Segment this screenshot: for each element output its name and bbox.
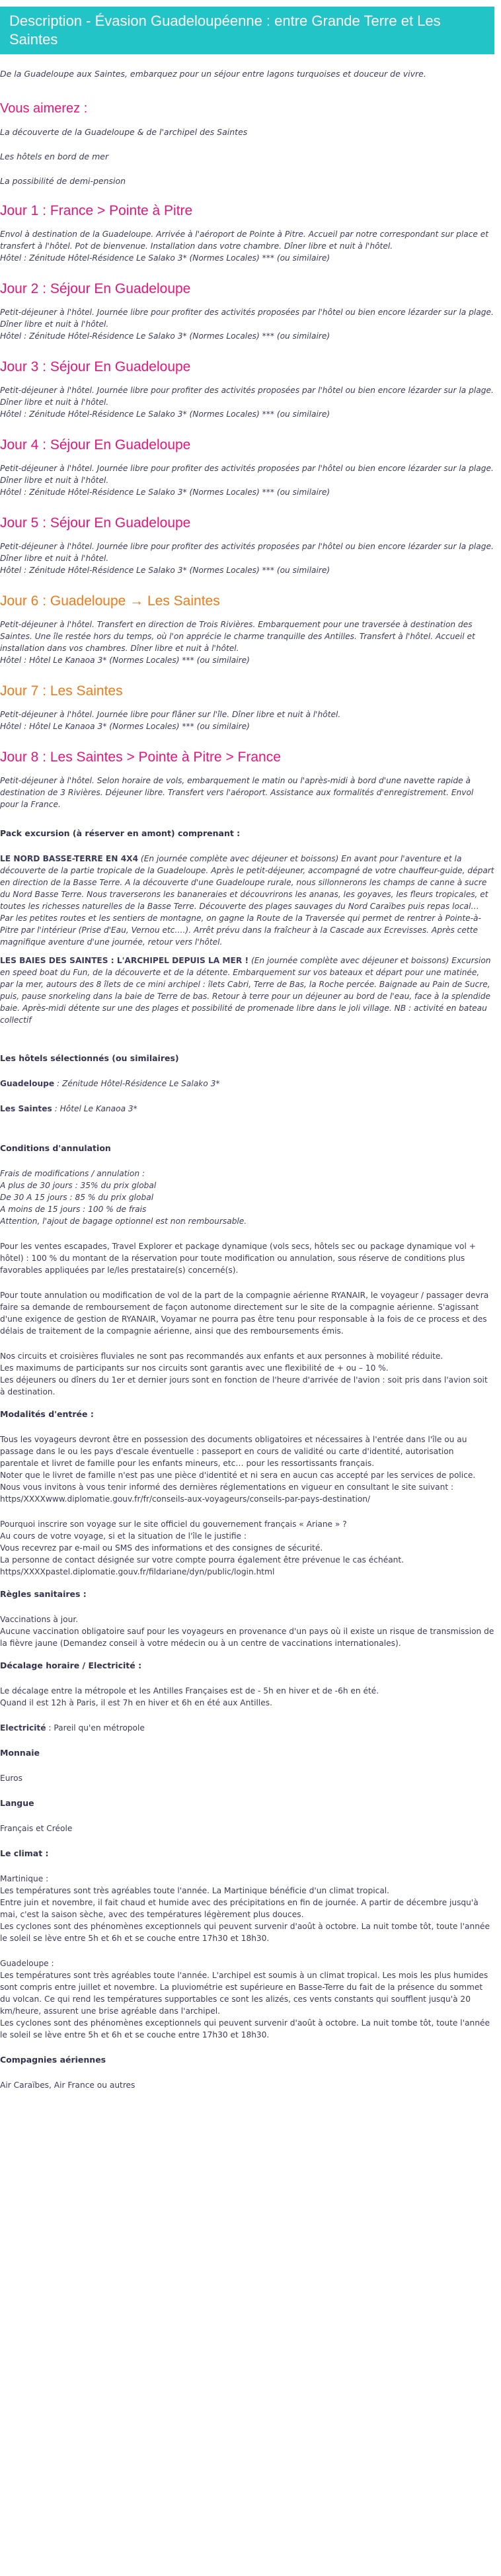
hotel-item: Les Saintes : Hôtel Le Kanaoa 3* xyxy=(0,1104,137,1113)
cancel-notes: Nos circuits et croisières fluviales ne sont pas recommandés aux enfants et aux personnes à mobilité réduite. Les maximums de participants sur nos circuits sont garantis avec une flexibilité de + ou – 10 %. Les déjeuners ou dîners du 1er et dernier jours sont en fonction de l'heure d'arrivée de l'avion : soit pris dans l'avion soit à destination. xyxy=(0,1352,488,1396)
health-text: Vaccinations à jour. Aucune vaccination obligatoire sauf pour les voyageurs en provenance d'un pays où il existe un risque de transmission de la fièvre jaune (Demandez conseil à votre médecin ou à un centre de vaccinations internationales). xyxy=(0,1615,494,1648)
day-7-text: Petit-déjeuner à l'hôtel. Journée libre pour flâner sur l'île. Dîner libre et nuit à l'hôtel. Hôtel : Hôtel Le Kanaoa 3* (Normes Locales) *** (ou similaire) xyxy=(0,710,341,731)
hotel-item: Guadeloupe : Zénitude Hôtel-Résidence Le Salako 3* xyxy=(0,1079,220,1088)
day-2-text: Petit-déjeuner à l'hôtel. Journée libre pour profiter des activités proposées par l'hôtel ou bien encore lézarder sur la plage. Dîner libre et nuit à l'hôtel. Hôtel : Zénitude Hôtel-Résidence Le Salako 3* (Normes Locales) *** (ou similaire) xyxy=(0,308,494,341)
formalities-section xyxy=(0,1408,494,1578)
like-item: La possibilité de demi-pension xyxy=(0,176,126,186)
ariane-text: Pourquoi inscrire son voyage sur le site officiel du gouvernement français « Ariane » ? Au cours de votre voyage, si et la situation de l'île le justifie : Vous recevrez par e-mail ou SMS des informations et des consignes de sécurité. La personne de contact désignée sur votre compte pourra également être prévenue le cas échéant. https/XXXXpastel.diplomatie.gouv.fr/fildariane/dyn/public/login.html xyxy=(0,1518,494,1578)
language-value: Français et Créole xyxy=(0,1824,73,1833)
cancel-section xyxy=(0,1142,494,1398)
day-8-title: Jour 8 : Les Saintes > Pointe à Pitre > France xyxy=(0,750,281,765)
page-title: Description - Évasion Guadeloupéenne : entre Grande Terre et Les Saintes xyxy=(0,7,494,54)
day-3-title: Jour 3 : Séjour En Guadeloupe xyxy=(0,359,191,374)
like-item: La découverte de la Guadeloupe & de l'archipel des Saintes xyxy=(0,127,248,137)
day-1-title: Jour 1 : France > Pointe à Pitre xyxy=(0,203,193,218)
day-7-title: Jour 7 : Les Saintes xyxy=(0,683,123,699)
cancel-title: Conditions d'annulation xyxy=(0,1143,111,1153)
diplomatie-link: https/XXXXwww.diplomatie.gouv.fr/fr/conseils-aux-voyageurs/conseils-par-pays-destination/ xyxy=(0,1494,371,1504)
day-2-title: Jour 2 : Séjour En Guadeloupe xyxy=(0,281,191,296)
day-3-text: Petit-déjeuner à l'hôtel. Journée libre pour profiter des activités proposées par l'hôtel ou bien encore lézarder sur la plage. Dîner libre et nuit à l'hôtel. Hôtel : Zénitude Hôtel-Résidence Le Salako 3* (Normes Locales) *** (ou similaire) xyxy=(0,386,494,419)
airlines-value: Air Caraïbes, Air France ou autres xyxy=(0,2081,135,2090)
ariane-link: https/XXXXpastel.diplomatie.gouv.fr/fildariane/dyn/public/login.html xyxy=(0,1567,275,1576)
excursion-section xyxy=(0,828,494,1026)
day-6-text: Petit-déjeuner à l'hôtel. Transfert en direction de Trois Rivières. Embarquement pour une traversée à destination des Saintes. Une île restée hors du temps, où l'on apprécie le charme tranquille des Antilles. Transfert à l'hôtel. Accueil et installation dans vos chambres. Dîner libre et nuit à l'hôtel. Hôtel : Hôtel Le Kanaoa 3* (Normes Locales) *** (ou similaire) xyxy=(0,620,475,665)
airlines-section xyxy=(0,2054,494,2091)
timezone-text: Le décalage entre la métropole et les Antilles Françaises est de - 5h en hiver et de -6h en été. Quand il est 12h à Paris, il est 7h en hiver et 6h en été aux Antilles. xyxy=(0,1686,379,1707)
day-8-text: Petit-déjeuner à l'hôtel. Selon horaire de vols, embarquement le matin ou l'après-midi à bord d'une navette rapide à destination de 3 Rivières. Déjeuner libre. Transfert vers l'aéroport. Assistance aux formalités d'enregistrement. Envol pour la France. xyxy=(0,776,474,809)
likes-heading: Vous aimerez : xyxy=(0,101,88,116)
language-section xyxy=(0,1797,494,1834)
climate-guadeloupe: Guadeloupe : Les températures sont très agréables toute l'année. L'archipel est soumis à un climat tropical. Les mois les plus humides sont compris entre juillet et novembre. La pluviométrie est supérieure en Basse-Terre du fait de la présence du sommet du volcan. Ce qui rend les températures supportables ce sont les alizés, ces vents constants qui soufflent jusqu'à 20 km/heure, assurent une brise agréable dans l'archipel. Les cyclones sont des phénomènes exceptionnels qui peuvent survenir d'août à octobre. La nuit tombe tôt, toute l'année le soleil se lève entre 5h et 6h et se couche entre 17h30 et 18h30. xyxy=(0,1959,490,2039)
hotels-title: Les hôtels sélectionnés (ou similaires) xyxy=(0,1053,179,1063)
electricity-text: Electricité : Pareil qu'en métropole xyxy=(0,1723,145,1733)
day-5-text: Petit-déjeuner à l'hôtel. Journée libre pour profiter des activités proposées par l'hôtel ou bien encore lézarder sur la plage. Dîner libre et nuit à l'hôtel. Hôtel : Zénitude Hôtel-Résidence Le Salako 3* (Normes Locales) *** (ou similaire) xyxy=(0,542,494,575)
excursion-item: LES BAIES DES SAINTES : L'ARCHIPEL DEPUIS LA MER ! (En journée complète avec déjeuner et boissons) Excursion en speed boat du Fun, de la découverte et de la détente. Embarquement sur vos bateaux et départ pour une matinée, par la mer, autours des 8 îlets de ce mini archipel : îlets Cabri, Terre de Bas, la Roche percée. Baignade au Pain de Sucre, puis, pause snorkeling dans la baie de Terre de bas. Retour à terre pour un déjeuner au bord de l'eau, face à la splendide baie. Après-midi détente sur une des plages et possibilité de promenade libre dans le joli village. NB : activité en bateau collectif xyxy=(0,956,491,1025)
climate-section xyxy=(0,1848,494,2041)
like-item: Les hôtels en bord de mer xyxy=(0,151,109,161)
day-6-title: Jour 6 : Guadeloupe → Les Saintes xyxy=(0,593,220,609)
health-section xyxy=(0,1588,494,1649)
day-5-title: Jour 5 : Séjour En Guadeloupe xyxy=(0,515,191,531)
airlines-title: Compagnies aériennes xyxy=(0,2055,106,2065)
cancel-ryanair: Pour toute annulation ou modification de vol de la part de la compagnie aérienne RYANAIR, le voyageur / passager devra faire sa demande de remboursement de façon autonome directement sur le site de la compagnie aérienne. S'agissant d'une exigence de gestion de RYANAIR, Voyamar ne pourra pas être tenu pour responsable à la fois de ce process et des délais de traitement de la compagnie aérienne, ainsi que des remboursements émis. xyxy=(0,1291,489,1336)
currency-value: Euros xyxy=(0,1774,22,1783)
itinerary xyxy=(0,203,494,810)
formalities-text: Tous les voyageurs devront être en possession des documents obligatoires et nécessaires à l'entrée dans l'île ou au passage dans le ou les pays d'escale éventuelle : passeport en cours de validité ou carte d'identité, autorisation parentale et livret de famille pour les enfants mineurs, etc… pour les ressortissants français. Noter que le livret de famille n'est pas une pièce d'identité et ni sera en aucun cas accepté par les services de police. Nous vous invitons à vous tenir informé des dernières réglementations en vigueur en consultant le site suivant : https/XXXXwww.diplomatie.gouv.fr/fr/conseils-aux-voyageurs/conseils-par-pays-destination/ xyxy=(0,1434,494,1505)
cancel-dynamic: Pour les ventes escapades, Travel Explorer et package dynamique (vols secs, hôtels sec ou package dynamique vol + hôtel) : 100 % du montant de la réservation pour toute modification ou annulation, sous réserve de conditions plus favorables appliquées par le/les prestataire(s) concerné(s). xyxy=(0,1242,476,1275)
intro-text: De la Guadeloupe aux Saintes, embarquez pour un séjour entre lagons turquoises et douceur de vivre. xyxy=(0,69,426,79)
currency-section xyxy=(0,1747,494,1784)
content xyxy=(0,69,494,2091)
timezone-section xyxy=(0,1660,494,1734)
health-title: Règles sanitaires : xyxy=(0,1589,87,1599)
timezone-title: Décalage horaire / Electricité : xyxy=(0,1660,142,1670)
climate-martinique: Martinique : Les températures sont très agréables toute l'année. La Martinique bénéficie d'un climat tropical. Entre juin et novembre, il fait chaud et humide avec des précipitations en fin de journée. A partir de décembre jusqu'à mai, c'est la saison sèche, avec des températures légèrement plus douces. Les cyclones sont des phénomènes exceptionnels qui peuvent survenir d'août à octobre. La nuit tombe tôt, toute l'année le soleil se lève entre 5h et 6h et se couche entre 17h30 et 18h30. xyxy=(0,1874,490,1943)
language-title: Langue xyxy=(0,1798,34,1808)
day-1-text: Envol à destination de la Guadeloupe. Arrivée à l'aéroport de Pointe à Pitre. Accueil par notre correspondant sur place et transfert à l'hôtel. Pot de bienvenue. Installation dans votre chambre. Dîner libre et nuit à l'hôtel. Hôtel : Zénitude Hôtel-Résidence Le Salako 3* (Normes Locales) *** (ou similaire) xyxy=(0,230,489,263)
day-4-title: Jour 4 : Séjour En Guadeloupe xyxy=(0,437,191,452)
excursion-title: Pack excursion (à réserver en amont) comprenant : xyxy=(0,828,241,838)
excursion-item: LE NORD BASSE-TERRE EN 4X4 (En journée complète avec déjeuner et boissons) En avant pour l'aventure et la découverte de la partie tropicale de la Guadeloupe. Après le petit-déjeuner, accompagné de votre chauffeur-guide, départ en direction de la Basse Terre. A la découverte d'une Guadeloupe rurale, nous sillonnerons les champs de canne à sucre du Nord Basse Terre. Nous traverserons les bananeraies et découvrirons les ananas, les goyaves, les fleurs tropicales, et toutes les richesses naturelles de la Basse Terre. Découverte des plages sauvages du Nord Caraïbes puis repas local… Par les petites routes et les sentiers de montagne, on gagne la Route de la Traversée qui permet de rentrer à Pointe-à-Pitre par l'intérieur (Prise d'Eau, Vernou etc.…). Arrêt prévu dans la fraîcheur à la Cascade aux Ecrevisses. Après cette magnifique aventure d'une journée, retour vers l'hôtel. xyxy=(0,854,494,947)
cancel-fees: Frais de modifications / annulation : A plus de 30 jours : 35% du prix global De 30 A 15 jours : 85 % du prix global A moins de 15 jours : 100 % de frais Attention, l'ajout de bagage optionnel est non remboursable. xyxy=(0,1169,247,1226)
hotels-section xyxy=(0,1052,494,1115)
day-4-text: Petit-déjeuner à l'hôtel. Journée libre pour profiter des activités proposées par l'hôtel ou bien encore lézarder sur la plage. Dîner libre et nuit à l'hôtel. Hôtel : Zénitude Hôtel-Résidence Le Salako 3* (Normes Locales) *** (ou similaire) xyxy=(0,464,494,497)
climate-title: Le climat : xyxy=(0,1848,49,1858)
formalities-title: Modalités d'entrée : xyxy=(0,1409,94,1419)
currency-title: Monnaie xyxy=(0,1748,40,1758)
